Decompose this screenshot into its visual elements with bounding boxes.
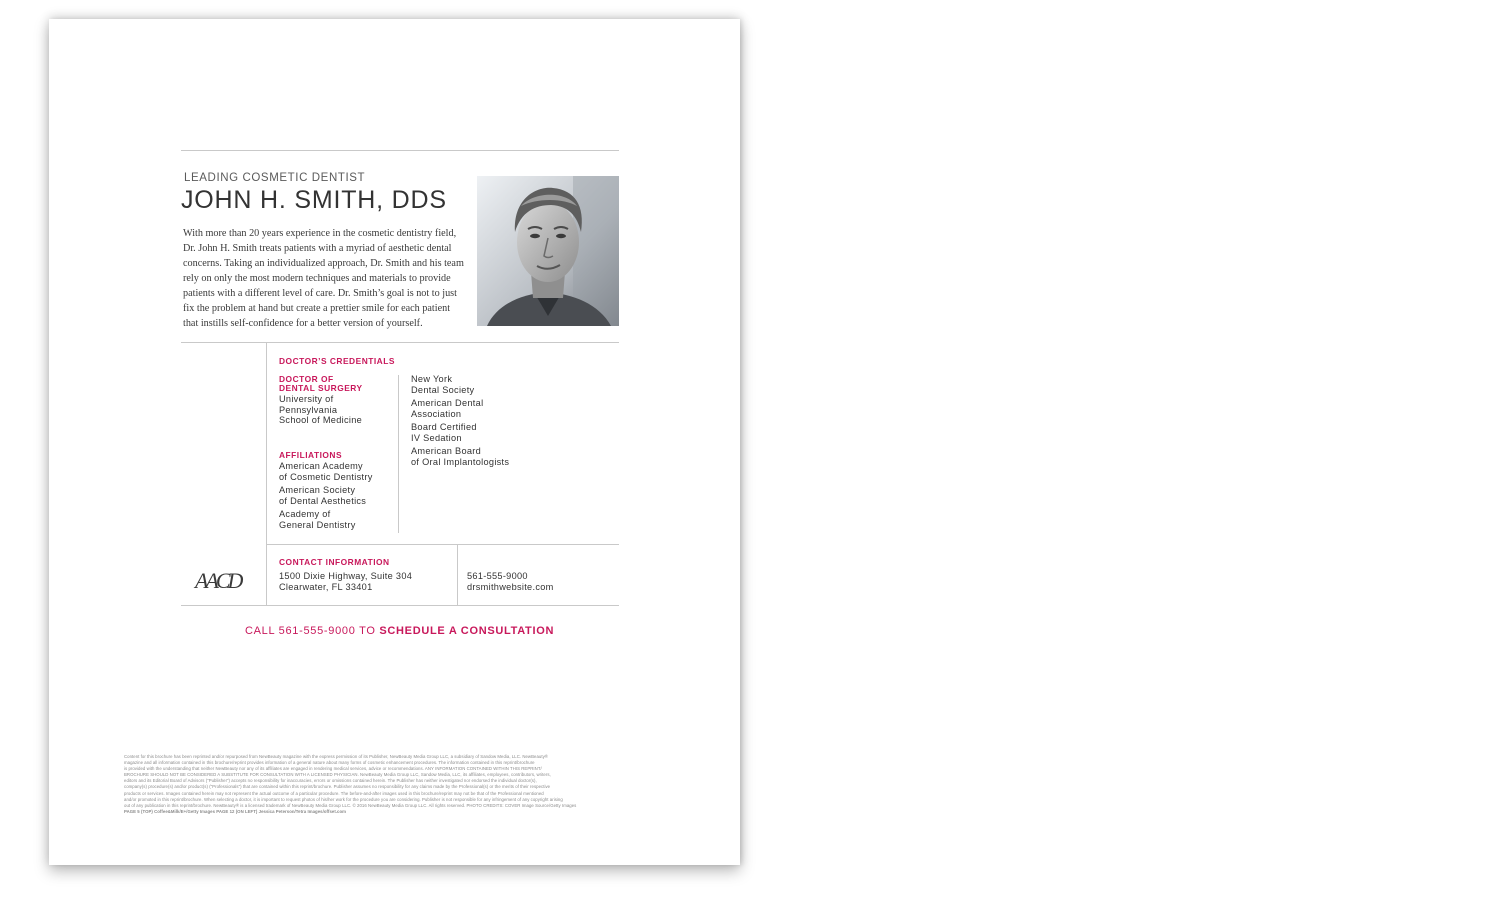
affiliation-item: Academy of General Dentistry [279, 509, 356, 530]
bio-line: fix the problem at hand but create a prettier smile for each patient [183, 303, 451, 314]
bio-line: With more than 20 years experience in the cosmetic dentistry field, [183, 228, 457, 239]
contact-column-divider [457, 544, 458, 605]
mid-rule [181, 342, 619, 343]
contact-phone[interactable]: 561-555-9000 [467, 571, 528, 581]
aacd-logo: AACD [195, 568, 241, 593]
affiliation-item: Board Certified IV Sedation [411, 422, 477, 443]
bio-line: patients with a different level of care. Dr. Smith’s goal is not to just [183, 288, 457, 299]
legal-line: is provided with the understanding that neither NewBeauty nor any of its affiliates are engaged in rendering medical services, advice or recommendations. ANY INFORMATION CONTAINED WITHIN THIS REPRINT/ [124, 766, 542, 772]
contact-address: 1500 Dixie Highway, Suite 304 Clearwater, FL 33401 [279, 571, 413, 592]
legal-line: Content for this brochure has been reprinted and/or repurposed from NewBeauty magazine with the express permission of its Publisher, NewBeauty Media Group LLC, a subsidiary of Sandow Media, LLC. NewBeauty® [124, 754, 548, 759]
cta-prefix: CALL 561-555-9000 TO [245, 625, 380, 637]
bio-line: Dr. John H. Smith treats patients with a myriad of aesthetic dental [183, 243, 452, 254]
legal-line: products or services. Images contained herein may not represent the actual outcome of a particular procedure. The before-and-after images used in this brochure/reprint may not be that of the Professional mentioned [124, 790, 544, 796]
legal-line: magazine and all information contained in this brochure/reprint provides information of a general nature about many forms of cosmetic enhancement procedures. The information contained in this reprint/brochure [124, 760, 535, 766]
contact-phone-web [467, 571, 554, 592]
doctor-photo [477, 176, 619, 326]
degree-label: DOCTOR OF DENTAL SURGERY [279, 374, 363, 393]
affiliation-item: American Academy of Cosmetic Dentistry [279, 461, 373, 482]
cta-emphasis: SCHEDULE A CONSULTATION [379, 625, 555, 637]
affiliation-item: New York Dental Society [411, 374, 475, 395]
bio-line: rely on only the most modern techniques and materials to provide [183, 273, 451, 284]
credentials-left-divider [266, 342, 267, 605]
legal-line: company(s) procedure(s) and/or product(s) (“Professionals”) that are contained within this reprint/brochure. Publisher assumes no responsibility for any claims made by the Professional(s) or the merits of their respective [124, 784, 551, 790]
top-rule [181, 150, 619, 151]
doctor-name: JOHN H. SMITH, DDS [181, 186, 447, 214]
affiliation-item: American Society of Dental Aesthetics [279, 485, 367, 506]
affiliation-item: American Dental Association [411, 398, 484, 419]
legal-line: out of any publication in this reprint/brochure. NewBeauty® is a licensed trademark of NewBeauty Media Group LLC. © 2016 NewBeauty Media Group LLC. All rights reserved. PHOTO CREDITS: COVER Image Source/Getty Images [124, 802, 577, 808]
call-to-action[interactable] [245, 625, 554, 637]
credentials-heading: DOCTOR’S CREDENTIALS [279, 356, 395, 366]
legal-line: PAGE 5 (TOP) Coffee&Milk/E+/Getty Images PAGE 12 (ON LEFT) Jessica Peterson/Tetra Images/offset.com [124, 808, 347, 814]
brochure-page [49, 19, 740, 865]
legal-line: editors and its Editorial Board of Advisors (“Publisher”) accepts no responsibility for inaccuracies, errors or omissions contained herein. The Publisher has neither investigated nor endorsed the individual doctor(s), [124, 778, 537, 784]
contact-heading: CONTACT INFORMATION [279, 557, 390, 567]
eyebrow-title: LEADING COSMETIC DENTIST [184, 172, 366, 184]
affiliations-label: AFFILIATIONS [279, 450, 343, 460]
credentials-column-divider [398, 375, 399, 533]
bottom-rule [181, 605, 619, 606]
bio-paragraph [183, 226, 468, 331]
bio-line: concerns. Taking an individualized approach, Dr. Smith and his team [183, 258, 464, 269]
legal-disclaimer [124, 754, 674, 815]
contact-website[interactable]: drsmithwebsite.com [467, 581, 554, 592]
portrait-illustration [477, 176, 619, 326]
degree-school: University of Pennsylvania School of Medicine [279, 394, 363, 426]
legal-line: BROCHURE SHOULD NOT BE CONSIDERED A SUBSTITUTE FOR CONSULTATION WITH A LICENSED PHYSICIAN. NewBeauty Media Group LLC, Sandow Media, LLC, its affiliates, employees, contributors, writers, [124, 772, 551, 778]
affiliation-item: American Board of Oral Implantologists [411, 446, 510, 467]
bio-line: that instills self-confidence for a better version of yourself. [183, 318, 423, 329]
legal-line: and/or promoted in this reprint/brochure. When selecting a doctor, it is important to request photos of his/her work for the procedure you are considering. Publisher is not responsible for any infringement of any copyright arising [124, 796, 563, 802]
contact-top-rule [266, 544, 619, 545]
